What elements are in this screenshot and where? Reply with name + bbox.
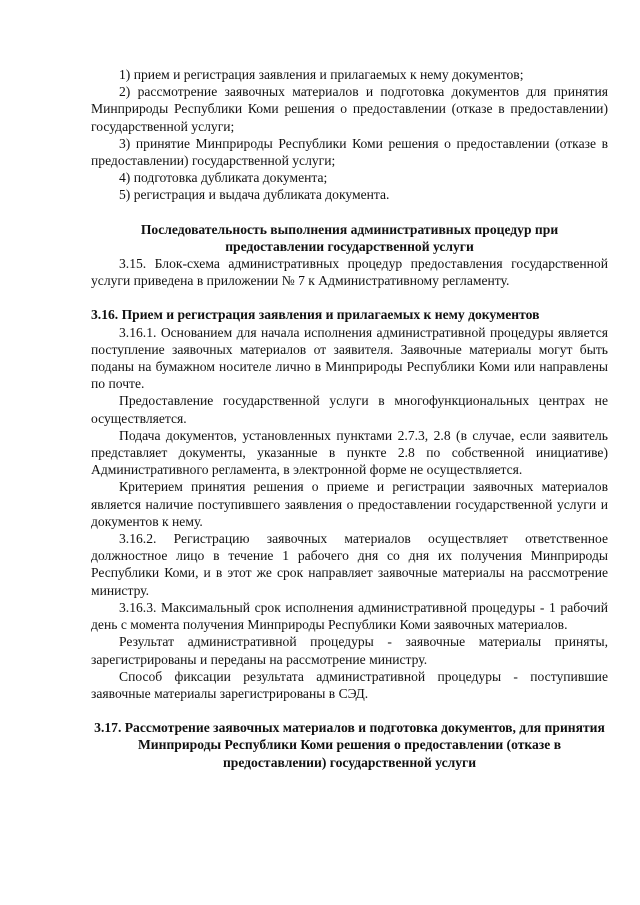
paragraph: Предоставление государственной услуги в многофункциональных центрах не осуществляется. (91, 393, 608, 426)
paragraph: Критерием принятия решения о приеме и регистрации заявочных материалов является наличие поступившего заявления о предоставлении государственной услуги и документов к нему. (91, 479, 608, 529)
spacer (91, 289, 608, 306)
paragraph: 3.16.2. Регистрацию заявочных материалов осуществляет ответственное должностное лицо в течение 1 рабочего дня со дня их получения Минприроды Республики Коми, и в этот же срок направляет заявочные материалы на рассмотрение министру. (91, 531, 608, 598)
list-item: 1) прием и регистрация заявления и прилагаемых к нему документов; (119, 67, 524, 82)
paragraph-3-15: 3.15. Блок-схема административных процедур предоставления государственной услуги приведена в приложении № 7 к Административному регламенту. (91, 256, 608, 289)
paragraph: 3.16.1. Основанием для начала исполнения административной процедуры является поступление заявочных материалов от заявителя. Заявочные материалы могут быть поданы на бумажном носителе лично в Минприроды Республики Коми или направлены по почте. (91, 324, 608, 392)
section-heading: Последовательность выполнения административных процедур при предоставлении государственной услуги (140, 221, 559, 254)
spacer (91, 204, 608, 221)
procedure-list (91, 66, 608, 204)
list-item: 4) подготовка дубликата документа; (119, 170, 328, 186)
paragraph: 3.16.3. Максимальный срок исполнения административной процедуры - 1 рабочий день с момента получения Минприроды Республики Коми заявочных материалов. (91, 599, 608, 633)
list-item: 2) рассмотрение заявочных материалов и подготовка документов для принятия Минприроды Республики Коми решения о предоставлении (отказе в предоставлении) государственной услуги; (91, 84, 608, 134)
paragraph: Подача документов, установленных пунктами 2.7.3, 2.8 (в случае, если заявитель представляет документы, указанные в пункте 2.8 по собственной инициативе) Административного регламента, в электронной форме не осуществляется. (91, 427, 608, 478)
section-3-16 (91, 324, 608, 702)
paragraph: Результат административной процедуры - заявочные материалы приняты, зарегистрированы и переданы на рассмотрение министру. (91, 634, 608, 667)
paragraph: Способ фиксации результата административной процедуры - поступившие заявочные материалы зарегистрированы в СЭД. (91, 668, 608, 701)
list-item: 3) принятие Минприроды Республики Коми решения о предоставлении (отказе в предоставлении) государственной услуги; (91, 135, 608, 169)
heading-3-17: 3.17. Рассмотрение заявочных материалов и подготовка документов, для принятия Минприроды Республики Коми решения о предоставлении (отказе в предоставлении) государственной услуги (94, 720, 605, 770)
list-item: 5) регистрация и выдача дубликата документа. (119, 187, 390, 203)
heading-3-16: 3.16. Прием и регистрация заявления и прилагаемых к нему документов (91, 307, 540, 323)
spacer (91, 702, 608, 719)
